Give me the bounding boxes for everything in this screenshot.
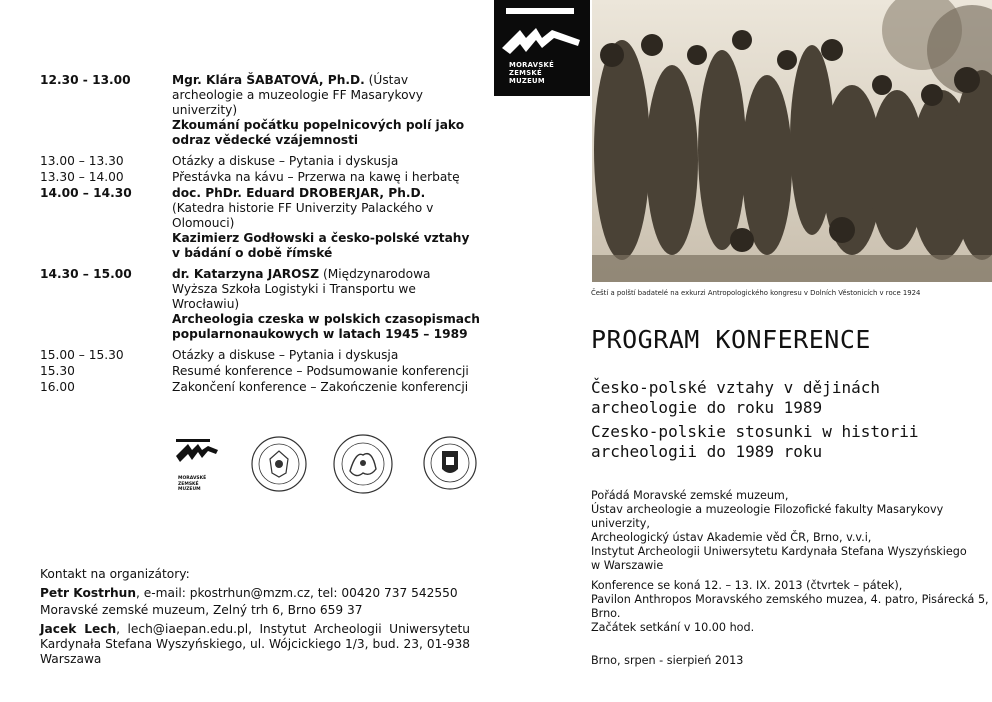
schedule-time: 16.00 [40, 380, 75, 394]
schedule-time: 12.30 - 13.00 [40, 73, 131, 87]
venue-line: Pavilon Anthropos Moravského zemského muzea, 4. patro, Pisárecká 5, [591, 593, 989, 606]
museum-logo-small: MORAVSKÉ ZEMSKÉ MUZEUM [172, 436, 222, 492]
historic-photo [592, 0, 992, 282]
schedule-time: 15.00 – 15.30 [40, 348, 124, 362]
contact-details: , lech@iaepan.edu.pl, Instytut Archeologii Uniwersytetu Kardynała Stefana Wyszyńskiego, ul. Wójcickiego 1/3, bud. 23, 01-938 Warszawa [40, 622, 471, 666]
schedule-time: 13.00 – 13.30 [40, 154, 124, 168]
contact-block [40, 567, 470, 669]
schedule-row [40, 186, 480, 261]
program-title: PROGRAM KONFERENCE [591, 325, 871, 354]
speaker-name: Mgr. Klára ŠABATOVÁ, Ph.D. [172, 73, 365, 87]
speaker-affiliation: (Międzynarodowa Wyższa Szkoła Logistyki i Transportu we Wrocławiu) [172, 267, 431, 311]
organizer-line: Ústav archeologie a muzeologie Filozofické fakulty Masarykovy univerzity, [591, 503, 944, 530]
venue-line: Brno. [591, 607, 621, 620]
schedule-row [40, 73, 480, 148]
talk-title: Archeologia czeska w polskich czasopismach popularnonaukowych w latach 1945 – 1989 [172, 312, 480, 341]
museum-logo: MORAVSKÉ ZEMSKÉ MUZEUM [494, 0, 590, 96]
speaker-affiliation: (Ústav archeologie a muzeologie FF Masarykovy univerzity) [172, 73, 423, 117]
organizer-line: w Warszawie [591, 559, 664, 572]
group-photo-image [592, 0, 992, 282]
talk-title: Zkoumání počátku popelnicových polí jako odraz vědecké vzájemnosti [172, 118, 465, 147]
subtitle-polish: Czesko-polskie stosunki w historii archeologii do 1989 roku [591, 422, 919, 461]
museum-mark-icon [172, 436, 222, 472]
schedule-time: 15.30 [40, 364, 75, 378]
institute-seal-icon [332, 433, 394, 495]
subtitle-czech: Česko-polské vztahy v dějinách archeologie do roku 1989 [591, 378, 880, 417]
schedule-row [40, 267, 480, 342]
schedule-text: Přestávka na kávu – Przerwa na kawę i herbatę [172, 170, 460, 184]
speaker-affiliation: (Katedra historie FF Univerzity Palackého v Olomouci) [172, 201, 434, 230]
venue-info [591, 579, 991, 635]
schedule-text: Otázky a diskuse – Pytania i dyskusja [172, 154, 399, 168]
schedule-time: 14.00 – 14.30 [40, 186, 132, 200]
schedule-row [40, 364, 480, 379]
schedule-text: Otázky a diskuse – Pytania i dyskusja [172, 348, 399, 362]
schedule-time: 14.30 – 15.00 [40, 267, 132, 281]
contact-name: Petr Kostrhun [40, 586, 137, 600]
contact-details: , e-mail: pkostrhun@mzm.cz, tel: 00420 737 542550 [136, 586, 458, 600]
partner-logos [172, 433, 472, 493]
contact-heading: Kontakt na organizátory: [40, 567, 190, 581]
photo-caption: Čeští a polští badatelé na exkurzi Antropologického kongresu v Dolních Věstonicích v roce 1924 [591, 289, 921, 297]
schedule-text: Zakončení konference – Zakończenie konferencji [172, 380, 469, 394]
contact-address: Moravské zemské muzeum, Zelný trh 6, Brno 659 37 [40, 603, 363, 617]
schedule-text: Resumé konference – Podsumowanie konferencji [172, 364, 469, 378]
schedule-row [40, 154, 480, 169]
conference-subtitles [591, 378, 991, 462]
venue-line: Konference se koná 12. – 13. IX. 2013 (čtvrtek – pátek), [591, 579, 903, 592]
organizer-line: Instytut Archeologii Uniwersytetu Kardynała Stefana Wyszyńskiego [591, 545, 967, 558]
university-seal-icon [250, 435, 308, 493]
faculty-seal-icon [422, 435, 478, 491]
organizer-line: Archeologický ústav Akademie věd ČR, Brno, v.v.i, [591, 531, 872, 544]
schedule-row [40, 380, 480, 395]
museum-mark-icon [500, 18, 584, 58]
speaker-name: dr. Katarzyna JAROSZ [172, 267, 320, 281]
schedule-row [40, 348, 480, 363]
schedule-time: 13.30 – 14.00 [40, 170, 124, 184]
speaker-name: doc. PhDr. Eduard DROBERJAR, Ph.D. [172, 186, 426, 200]
venue-line: Začátek setkání v 10.00 hod. [591, 621, 755, 634]
schedule-row [40, 170, 480, 185]
date-line: Brno, srpen - sierpień 2013 [591, 654, 744, 667]
organizer-line: Pořádá Moravské zemské muzeum, [591, 489, 789, 502]
schedule [40, 73, 480, 396]
talk-title: Kazimierz Godłowski a česko-polské vztahy v bádání o době římské [172, 231, 470, 260]
organizers [591, 489, 991, 573]
contact-name: Jacek Lech [40, 622, 117, 636]
